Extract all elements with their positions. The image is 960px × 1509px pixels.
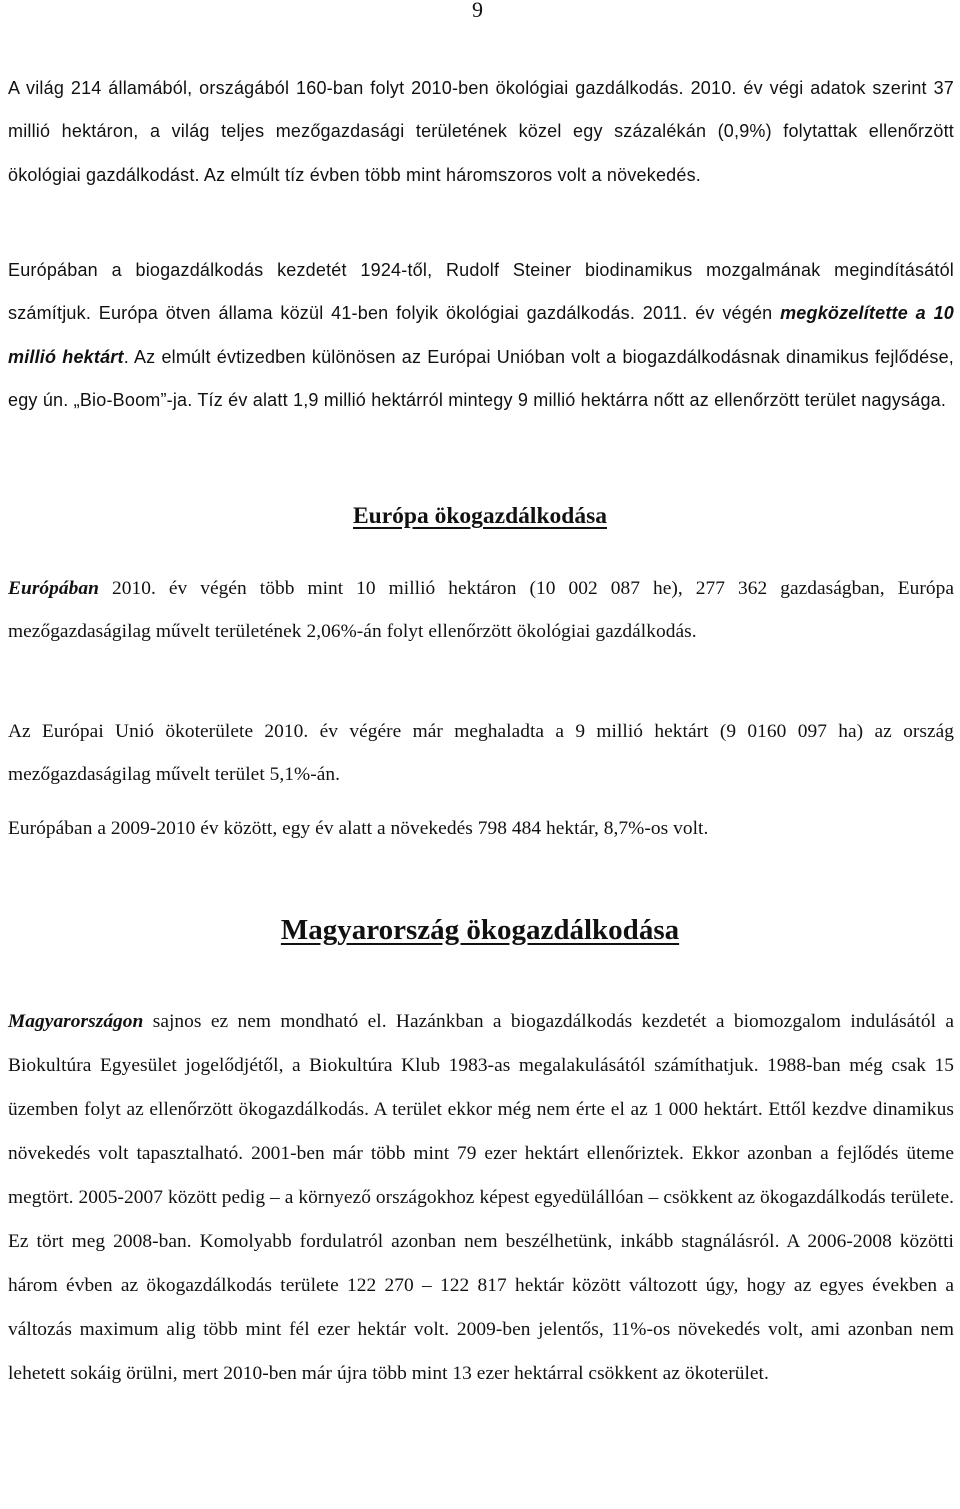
intro-emphasis: megközelítette a 10 millió hektárt	[8, 303, 954, 367]
hungary-paragraph	[8, 1000, 954, 1396]
heading-europe: Európa ökogazdálkodása	[352, 503, 607, 529]
intro-text-end: . Az elmúlt évtizedben különösen az Európai Unióban volt a biogazdálkodásnak dinamikus fejlődése, egy ún. „Bio-Boom”-ja. Tíz év alatt 1,9 millió hektárról mintegy 9 millió hektárra nőtt az ellenőrzött terület nagysága.	[8, 346, 955, 410]
heading-hungary: Magyarország ökogazdálkodása	[280, 914, 680, 946]
intro-text-start: Európában a biogazdálkodás kezdetét 1924-től, Rudolf Steiner biodinamikus mozgalmának megindításától számítjuk. Európa ötven állama közül 41-ben folyik ökológiai gazdálkodás. 2011. év végén	[8, 260, 954, 324]
intro-paragraph-world: A világ 214 államából, országából 160-ban folyt 2010-ben ökológiai gazdálkodás. 2010. év végi adatok szerint 37 millió hektáron, a világ teljes mezőgazdasági területének közel egy százalékán (0,9%) folytattak ellenőrzött ökológiai gazdálkodást. Az elmúlt tíz évben több mint háromszoros volt a növekedés.	[8, 78, 954, 185]
hungary-text: sajnos ez nem mondható el. Hazánkban a biogazdálkodás kezdetét a biomozgalom indulásától a Biokultúra Egyesület jogelődjétől, a Biokultúra Klub 1983-as megalakulásától számíthatjuk. 1988-ban még csak 15 üzemben folyt az ellenőrzött ökogazdálkodás. A terület ekkor még nem érte el az 1 000 hektárt. Ettől kezdve dinamikus növekedés volt tapasztalható. 2001-ben már több mint 79 ezer hektárt ellenőriztek. Ekkor azonban a fejlődés üteme megtört. 2005-2007 között pedig – a környező országokhoz képest egyedülállóan – csökkent az ökogazdálkodás területe. Ez tört meg 2008-ban. Komolyabb fordulatról azonban nem beszélhetünk, inkább stagnálásról. A 2006-2008 közötti három évben az ökogazdálkodás területe 122 270 – 122 817 hektár között változott úgy, hogy az egyes években a változás maximum alig több mint fél ezer hektár volt. 2009-ben jelentős, 11%-os növekedés volt, ami azonban nem lehetett sokáig örülni, mert 2010-ben már újra több mint 13 ezer hektárral csökkent az ökoterület.	[8, 1011, 954, 1384]
hungary-emphasis: Magyarországon	[8, 1011, 144, 1032]
europe-emphasis: Európában	[8, 578, 99, 599]
page-number: 9	[472, 0, 483, 22]
europe-paragraph-overview	[8, 568, 954, 653]
europe-overview-text: 2010. év végén több mint 10 millió hektáron (10 002 087 he), 277 362 gazdaságban, Európa mezőgazdaságilag művelt területének 2,06%-án folyt ellenőrzött ökológiai gazdálkodás.	[8, 578, 954, 642]
intro-paragraph-europe	[8, 249, 954, 422]
europe-paragraph-growth: Európában a 2009-2010 év között, egy év alatt a növekedés 798 484 hektár, 8,7%-os volt.	[8, 818, 709, 839]
europe-paragraph-eu: Az Európai Unió ökoterülete 2010. év végére már meghaladta a 9 millió hektárt (9 0160 097 ha) az ország mezőgazdaságilag művelt terület 5,1%-án.	[8, 721, 954, 785]
